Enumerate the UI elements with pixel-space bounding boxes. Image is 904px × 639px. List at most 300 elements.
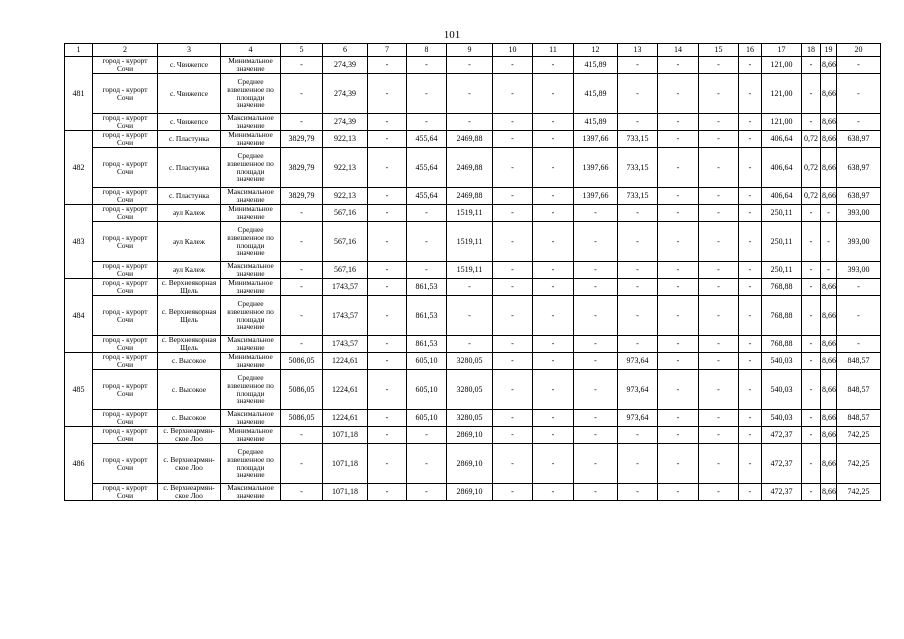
- value-type-cell: Минимальное значение: [221, 131, 281, 148]
- column-number-cell: 8: [407, 44, 447, 57]
- value-cell: -: [368, 188, 407, 205]
- value-cell: -: [281, 262, 323, 279]
- column-number-cell: 7: [368, 44, 407, 57]
- row-number: 484: [65, 279, 93, 353]
- municipality-cell: город - курорт Сочи: [93, 114, 158, 131]
- value-cell: 861,53: [407, 336, 447, 353]
- value-cell: -: [574, 353, 618, 370]
- value-cell: 3280,05: [447, 353, 493, 370]
- value-cell: -: [739, 114, 762, 131]
- value-cell: -: [447, 114, 493, 131]
- table-row: [65, 148, 881, 188]
- value-cell: 1071,18: [323, 444, 368, 484]
- settlement-cell: с. Высокое: [158, 370, 221, 410]
- column-number-cell: 14: [658, 44, 699, 57]
- value-cell: 415,89: [574, 114, 618, 131]
- value-cell: 605,10: [407, 353, 447, 370]
- value-cell: -: [533, 262, 574, 279]
- value-cell: -: [493, 188, 533, 205]
- settlement-cell: с. Чвижепсе: [158, 74, 221, 114]
- municipality-cell: город - курорт Сочи: [93, 353, 158, 370]
- value-cell: 3829,79: [281, 131, 323, 148]
- value-cell: -: [658, 410, 699, 427]
- value-cell: -: [739, 444, 762, 484]
- municipality-cell: город - курорт Сочи: [93, 57, 158, 74]
- column-number-cell: 13: [618, 44, 658, 57]
- value-cell: 1743,57: [323, 336, 368, 353]
- value-cell: 1224,61: [323, 353, 368, 370]
- value-cell: -: [574, 205, 618, 222]
- value-cell: -: [281, 336, 323, 353]
- value-cell: -: [493, 57, 533, 74]
- value-cell: -: [533, 114, 574, 131]
- value-cell: 8,66: [821, 444, 837, 484]
- value-cell: -: [699, 444, 739, 484]
- municipality-cell: город - курорт Сочи: [93, 131, 158, 148]
- value-cell: -: [493, 205, 533, 222]
- value-cell: -: [802, 114, 821, 131]
- value-type-cell: Минимальное значение: [221, 427, 281, 444]
- settlement-cell: с. Верхнеармян-ское Лоо: [158, 427, 221, 444]
- value-cell: 861,53: [407, 296, 447, 336]
- table-row: [65, 427, 881, 444]
- value-cell: -: [533, 131, 574, 148]
- value-cell: -: [574, 222, 618, 262]
- municipality-cell: город - курорт Сочи: [93, 205, 158, 222]
- value-cell: 1519,11: [447, 262, 493, 279]
- column-number-cell: 1: [65, 44, 93, 57]
- table-row: [65, 370, 881, 410]
- table-row: [65, 279, 881, 296]
- value-cell: -: [658, 148, 699, 188]
- value-cell: -: [699, 74, 739, 114]
- value-cell: 2469,88: [447, 131, 493, 148]
- value-type-cell: Максимальное значение: [221, 484, 281, 501]
- value-cell: -: [699, 222, 739, 262]
- column-number-cell: 17: [762, 44, 802, 57]
- value-type-cell: Среднее взвешенное по площади значение: [221, 148, 281, 188]
- column-number-cell: 5: [281, 44, 323, 57]
- value-cell: -: [281, 484, 323, 501]
- row-number: 481: [65, 57, 93, 131]
- value-cell: -: [281, 427, 323, 444]
- value-cell: -: [533, 336, 574, 353]
- value-cell: -: [533, 188, 574, 205]
- value-cell: -: [739, 222, 762, 262]
- value-cell: -: [533, 74, 574, 114]
- value-cell: -: [739, 205, 762, 222]
- table-row: [65, 444, 881, 484]
- column-number-cell: 4: [221, 44, 281, 57]
- value-cell: -: [699, 296, 739, 336]
- value-cell: -: [493, 427, 533, 444]
- value-cell: 0,72: [802, 148, 821, 188]
- column-number-row: [65, 44, 881, 57]
- value-cell: -: [699, 262, 739, 279]
- value-cell: 742,25: [837, 484, 881, 501]
- table-row: [65, 353, 881, 370]
- settlement-cell: аул Калеж: [158, 205, 221, 222]
- settlement-cell: с. Пластунка: [158, 188, 221, 205]
- value-cell: -: [368, 410, 407, 427]
- value-cell: 1397,66: [574, 148, 618, 188]
- value-cell: 922,13: [323, 131, 368, 148]
- value-cell: -: [493, 410, 533, 427]
- value-cell: 861,53: [407, 279, 447, 296]
- table-row: [65, 222, 881, 262]
- value-cell: -: [618, 74, 658, 114]
- value-cell: -: [368, 427, 407, 444]
- value-cell: 1397,66: [574, 188, 618, 205]
- value-cell: 406,64: [762, 188, 802, 205]
- value-cell: 8,66: [821, 114, 837, 131]
- value-cell: -: [802, 296, 821, 336]
- value-cell: -: [739, 410, 762, 427]
- value-cell: -: [802, 74, 821, 114]
- value-cell: -: [739, 74, 762, 114]
- value-cell: -: [821, 205, 837, 222]
- municipality-cell: город - курорт Сочи: [93, 410, 158, 427]
- value-type-cell: Максимальное значение: [221, 188, 281, 205]
- value-type-cell: Среднее взвешенное по площади значение: [221, 370, 281, 410]
- table-row: [65, 74, 881, 114]
- value-cell: -: [658, 205, 699, 222]
- table-row: [65, 205, 881, 222]
- value-cell: -: [493, 484, 533, 501]
- value-cell: -: [837, 279, 881, 296]
- value-cell: -: [368, 222, 407, 262]
- value-cell: -: [493, 296, 533, 336]
- value-cell: -: [368, 131, 407, 148]
- value-cell: 8,66: [821, 296, 837, 336]
- value-cell: -: [618, 484, 658, 501]
- settlement-cell: с. Пластунка: [158, 148, 221, 188]
- column-number-cell: 2: [93, 44, 158, 57]
- value-cell: -: [368, 57, 407, 74]
- value-cell: 8,66: [821, 131, 837, 148]
- value-cell: 1397,66: [574, 131, 618, 148]
- value-cell: -: [802, 222, 821, 262]
- value-cell: 733,15: [618, 131, 658, 148]
- value-cell: -: [658, 74, 699, 114]
- value-cell: -: [574, 336, 618, 353]
- value-cell: 455,64: [407, 188, 447, 205]
- value-cell: 274,39: [323, 57, 368, 74]
- value-cell: 393,00: [837, 222, 881, 262]
- value-cell: 567,16: [323, 222, 368, 262]
- table-row: [65, 114, 881, 131]
- value-cell: 567,16: [323, 262, 368, 279]
- value-cell: -: [618, 114, 658, 131]
- value-cell: -: [493, 336, 533, 353]
- table-row: [65, 57, 881, 74]
- value-cell: 605,10: [407, 370, 447, 410]
- value-cell: -: [618, 296, 658, 336]
- value-cell: 8,66: [821, 148, 837, 188]
- value-cell: 540,03: [762, 410, 802, 427]
- value-cell: 8,66: [821, 427, 837, 444]
- value-cell: -: [407, 262, 447, 279]
- value-cell: -: [699, 279, 739, 296]
- value-cell: -: [493, 114, 533, 131]
- value-cell: 415,89: [574, 74, 618, 114]
- value-cell: -: [658, 222, 699, 262]
- value-cell: 121,00: [762, 57, 802, 74]
- municipality-cell: город - курорт Сочи: [93, 222, 158, 262]
- settlement-cell: с. Высокое: [158, 410, 221, 427]
- value-type-cell: Среднее взвешенное по площади значение: [221, 222, 281, 262]
- value-type-cell: Среднее взвешенное по площади значение: [221, 444, 281, 484]
- value-cell: -: [618, 222, 658, 262]
- value-cell: -: [407, 205, 447, 222]
- value-cell: 455,64: [407, 131, 447, 148]
- column-number-cell: 18: [802, 44, 821, 57]
- table-row: [65, 188, 881, 205]
- value-cell: -: [574, 484, 618, 501]
- table-row: [65, 484, 881, 501]
- value-cell: 638,97: [837, 131, 881, 148]
- value-cell: 8,66: [821, 370, 837, 410]
- municipality-cell: город - курорт Сочи: [93, 188, 158, 205]
- value-cell: -: [533, 279, 574, 296]
- value-cell: -: [739, 262, 762, 279]
- value-cell: -: [407, 222, 447, 262]
- column-number-cell: 12: [574, 44, 618, 57]
- value-cell: 8,66: [821, 279, 837, 296]
- value-cell: -: [574, 279, 618, 296]
- value-cell: 638,97: [837, 148, 881, 188]
- settlement-cell: с. Верхнеякорная Щель: [158, 279, 221, 296]
- column-number-cell: 11: [533, 44, 574, 57]
- value-cell: 415,89: [574, 57, 618, 74]
- value-type-cell: Среднее взвешенное по площади значение: [221, 74, 281, 114]
- value-cell: 1743,57: [323, 279, 368, 296]
- value-cell: -: [837, 296, 881, 336]
- value-cell: 1071,18: [323, 484, 368, 501]
- settlement-cell: с. Пластунка: [158, 131, 221, 148]
- value-cell: 274,39: [323, 114, 368, 131]
- value-cell: 406,64: [762, 148, 802, 188]
- value-cell: -: [802, 336, 821, 353]
- value-cell: -: [368, 484, 407, 501]
- value-type-cell: Минимальное значение: [221, 279, 281, 296]
- cadastral-value-table: [64, 43, 881, 501]
- value-cell: -: [407, 57, 447, 74]
- value-cell: -: [407, 114, 447, 131]
- value-cell: -: [802, 57, 821, 74]
- value-type-cell: Максимальное значение: [221, 336, 281, 353]
- value-cell: -: [533, 296, 574, 336]
- value-cell: -: [739, 427, 762, 444]
- municipality-cell: город - курорт Сочи: [93, 427, 158, 444]
- value-cell: -: [802, 262, 821, 279]
- row-number: 482: [65, 131, 93, 205]
- value-cell: -: [281, 296, 323, 336]
- value-cell: -: [658, 188, 699, 205]
- value-cell: -: [837, 336, 881, 353]
- value-cell: 1224,61: [323, 410, 368, 427]
- value-cell: 1519,11: [447, 222, 493, 262]
- value-cell: -: [368, 336, 407, 353]
- value-cell: 8,66: [821, 188, 837, 205]
- value-cell: -: [699, 370, 739, 410]
- municipality-cell: город - курорт Сочи: [93, 279, 158, 296]
- value-cell: 455,64: [407, 148, 447, 188]
- value-cell: 768,88: [762, 336, 802, 353]
- value-cell: -: [699, 205, 739, 222]
- value-cell: 121,00: [762, 74, 802, 114]
- value-cell: 8,66: [821, 410, 837, 427]
- value-cell: -: [739, 148, 762, 188]
- value-type-cell: Среднее взвешенное по площади значение: [221, 296, 281, 336]
- value-cell: 8,66: [821, 336, 837, 353]
- municipality-cell: город - курорт Сочи: [93, 148, 158, 188]
- page-number: 101: [443, 29, 461, 41]
- value-cell: 973,64: [618, 353, 658, 370]
- column-number-cell: 15: [699, 44, 739, 57]
- value-cell: -: [837, 114, 881, 131]
- value-cell: -: [821, 262, 837, 279]
- value-cell: -: [574, 262, 618, 279]
- value-cell: 922,13: [323, 188, 368, 205]
- settlement-cell: аул Калеж: [158, 262, 221, 279]
- value-cell: -: [658, 353, 699, 370]
- value-cell: -: [281, 114, 323, 131]
- value-cell: -: [699, 410, 739, 427]
- value-cell: -: [574, 427, 618, 444]
- value-cell: -: [533, 370, 574, 410]
- value-cell: -: [493, 370, 533, 410]
- value-cell: 768,88: [762, 279, 802, 296]
- value-cell: -: [837, 57, 881, 74]
- value-cell: 472,37: [762, 444, 802, 484]
- value-cell: -: [658, 131, 699, 148]
- value-cell: -: [368, 370, 407, 410]
- value-cell: -: [618, 279, 658, 296]
- value-cell: -: [574, 370, 618, 410]
- value-cell: -: [739, 353, 762, 370]
- value-cell: 742,25: [837, 427, 881, 444]
- value-cell: -: [658, 336, 699, 353]
- column-number-cell: 9: [447, 44, 493, 57]
- value-cell: -: [802, 444, 821, 484]
- value-type-cell: Минимальное значение: [221, 205, 281, 222]
- value-cell: -: [493, 148, 533, 188]
- value-cell: -: [533, 427, 574, 444]
- value-cell: -: [618, 205, 658, 222]
- value-cell: 5086,05: [281, 410, 323, 427]
- table-row: [65, 131, 881, 148]
- value-cell: -: [368, 74, 407, 114]
- value-cell: -: [658, 427, 699, 444]
- value-cell: 567,16: [323, 205, 368, 222]
- value-cell: -: [493, 74, 533, 114]
- settlement-cell: с. Верхнеармян-ское Лоо: [158, 484, 221, 501]
- value-cell: 8,66: [821, 484, 837, 501]
- value-cell: -: [699, 131, 739, 148]
- column-number-cell: 16: [739, 44, 762, 57]
- value-cell: -: [658, 484, 699, 501]
- value-cell: -: [739, 131, 762, 148]
- value-cell: -: [493, 444, 533, 484]
- value-cell: -: [368, 279, 407, 296]
- value-cell: -: [658, 444, 699, 484]
- value-cell: 848,57: [837, 353, 881, 370]
- value-cell: -: [407, 484, 447, 501]
- value-cell: 848,57: [837, 370, 881, 410]
- value-cell: -: [658, 114, 699, 131]
- value-cell: -: [658, 296, 699, 336]
- value-cell: 742,25: [837, 444, 881, 484]
- municipality-cell: город - курорт Сочи: [93, 484, 158, 501]
- column-number-cell: 20: [837, 44, 881, 57]
- value-cell: -: [407, 74, 447, 114]
- value-cell: -: [533, 148, 574, 188]
- value-cell: 472,37: [762, 427, 802, 444]
- value-cell: 1071,18: [323, 427, 368, 444]
- settlement-cell: с. Чвижепсе: [158, 57, 221, 74]
- value-cell: -: [739, 279, 762, 296]
- column-number-cell: 19: [821, 44, 837, 57]
- value-cell: 1743,57: [323, 296, 368, 336]
- value-cell: -: [618, 336, 658, 353]
- value-cell: -: [699, 114, 739, 131]
- value-cell: 2469,88: [447, 188, 493, 205]
- value-cell: 1519,11: [447, 205, 493, 222]
- column-number-cell: 3: [158, 44, 221, 57]
- value-cell: -: [618, 262, 658, 279]
- value-cell: -: [802, 427, 821, 444]
- municipality-cell: город - курорт Сочи: [93, 296, 158, 336]
- value-cell: 5086,05: [281, 370, 323, 410]
- value-cell: -: [802, 279, 821, 296]
- value-cell: -: [493, 131, 533, 148]
- settlement-cell: с. Высокое: [158, 353, 221, 370]
- value-cell: -: [739, 484, 762, 501]
- value-cell: -: [574, 410, 618, 427]
- value-cell: -: [533, 484, 574, 501]
- municipality-cell: город - курорт Сочи: [93, 444, 158, 484]
- value-cell: 250,11: [762, 222, 802, 262]
- value-cell: -: [493, 353, 533, 370]
- value-cell: -: [802, 205, 821, 222]
- value-cell: -: [493, 222, 533, 262]
- column-number-cell: 10: [493, 44, 533, 57]
- value-cell: -: [533, 205, 574, 222]
- column-number-cell: 6: [323, 44, 368, 57]
- value-cell: 472,37: [762, 484, 802, 501]
- value-cell: -: [802, 484, 821, 501]
- value-cell: 0,72: [802, 188, 821, 205]
- value-cell: -: [533, 410, 574, 427]
- value-cell: 8,66: [821, 57, 837, 74]
- value-cell: -: [407, 444, 447, 484]
- value-cell: 540,03: [762, 370, 802, 410]
- value-cell: -: [837, 74, 881, 114]
- value-cell: -: [281, 205, 323, 222]
- value-cell: -: [658, 57, 699, 74]
- value-cell: 274,39: [323, 74, 368, 114]
- value-cell: -: [281, 279, 323, 296]
- value-cell: -: [447, 336, 493, 353]
- value-cell: 768,88: [762, 296, 802, 336]
- value-cell: 973,64: [618, 410, 658, 427]
- value-cell: -: [658, 279, 699, 296]
- value-cell: 250,11: [762, 205, 802, 222]
- value-cell: -: [493, 262, 533, 279]
- value-cell: -: [368, 205, 407, 222]
- value-cell: 973,64: [618, 370, 658, 410]
